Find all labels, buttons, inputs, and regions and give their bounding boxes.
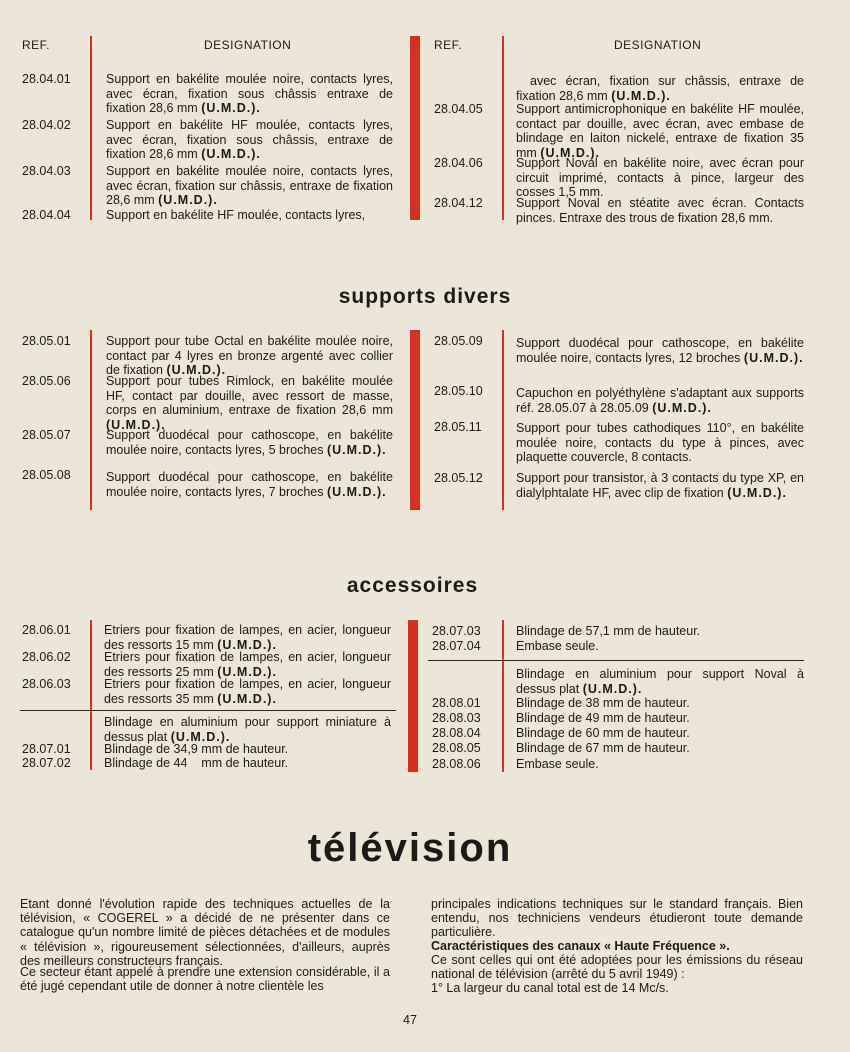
red-divider-right xyxy=(502,330,504,510)
item-description: Support pour transistor, à 3 contacts du type XP, en dialylphtalate HF, avec clip de fixation (U.M.D.). xyxy=(516,471,804,500)
item-description: Support duodécal pour cathoscope, en bakélite moulée noire, contacts lyres, 7 broches (U.M.D.). xyxy=(106,470,393,499)
item-ref: 28.06.02 xyxy=(22,650,71,664)
ref-header-left: REF. xyxy=(22,38,51,52)
item-ref: 28.05.08 xyxy=(22,468,71,482)
item-description: Blindage de 38 mm de hauteur. xyxy=(516,696,690,710)
intro-paragraph: Etant donné l'évolution rapide des techniques actuelles de la télévision, « COGEREL » a décidé de ne présenter dans ce catalogue qu'un nombre limité de pièces détachées et de modules « télévision », rigoureusement sélectionnées, d'ailleurs, auprès des meilleurs constructeurs français. xyxy=(20,897,390,968)
red-divider-center xyxy=(410,36,420,220)
item-ref: 28.08.05 xyxy=(432,741,481,755)
item-ref: 28.05.07 xyxy=(22,428,71,442)
item-description: Support pour tubes cathodiques 110°, en bakélite moulée noire, contacts du type à pinces, avec plaquette couvercle, 8 contacts. xyxy=(516,421,804,465)
item-ref: 28.04.12 xyxy=(434,196,483,210)
group-intro: Blindage en aluminium pour support miniature à dessus plat (U.M.D.). xyxy=(104,715,391,744)
page-number: 47 xyxy=(403,1013,417,1027)
standard-paragraph: principales indications techniques sur le standard français. Bien entendu, nos techniciens vendeurs étudieront toute demande particulière. xyxy=(431,897,803,940)
item-ref: 28.08.06 xyxy=(432,757,481,771)
item-ref: 28.08.01 xyxy=(432,696,481,710)
red-divider-center xyxy=(408,620,418,772)
item-description: Support Noval en stéatite avec écran. Contacts pinces. Entraxe des trous de fixation 28,6 mm. xyxy=(516,196,804,225)
item-ref: 28.07.01 xyxy=(22,742,71,756)
group-intro: Blindage en aluminium pour support Noval à dessus plat (U.M.D.). xyxy=(516,667,804,696)
item-description: Blindage de 49 mm de hauteur. xyxy=(516,711,690,725)
item-ref: 28.04.01 xyxy=(22,72,71,86)
item-ref: 28.04.05 xyxy=(434,102,483,116)
group-separator xyxy=(20,710,396,711)
item-ref: 28.04.06 xyxy=(434,156,483,170)
red-divider-left xyxy=(90,36,92,220)
item-description: Support Noval en bakélite noire, avec écran pour circuit imprimé, contacts à pince, largeur des cosses 1,5 mm. xyxy=(516,156,804,200)
item-description: Support pour tube Octal en bakélite moulée noire, contact par 4 lyres en bronze argenté avec collier de fixation (U.M.D.). xyxy=(106,334,393,378)
group-separator xyxy=(428,660,804,661)
red-divider-right xyxy=(502,620,504,772)
item-ref: 28.04.04 xyxy=(22,208,71,222)
intro-paragraph: Ce secteur étant appelé à prendre une extension considérable, il a été jugé cependant utile de donner à notre clientèle les xyxy=(20,965,390,994)
item-description-continued: avec écran, fixation sur châssis, entraxe de fixation 28,6 mm (U.M.D.). xyxy=(516,74,804,103)
item-ref: 28.06.01 xyxy=(22,623,71,637)
item-description: Etriers pour fixation de lampes, en acier, longueur des ressorts 35 mm (U.M.D.). xyxy=(104,677,391,706)
item-ref: 28.05.09 xyxy=(434,334,483,348)
item-ref: 28.05.12 xyxy=(434,471,483,485)
item-ref: 28.04.03 xyxy=(22,164,71,178)
red-divider-left xyxy=(90,620,92,770)
item-ref: 28.07.03 xyxy=(432,624,481,638)
channels-heading: Caractéristiques des canaux « Haute Fréquence ». xyxy=(431,939,730,953)
item-description: Etriers pour fixation de lampes, en acier, longueur des ressorts 15 mm (U.M.D.). xyxy=(104,623,391,652)
section-title: supports divers xyxy=(338,285,512,308)
item-description: Support duodécal pour cathoscope, en bakélite moulée noire, contacts lyres, 5 broches (U.M.D.). xyxy=(106,428,393,457)
item-ref: 28.08.03 xyxy=(432,711,481,725)
item-description: Support en bakélite moulée noire, contacts lyres, avec écran, fixation sous châssis entraxe de fixation 28,6 mm (U.M.D.). xyxy=(106,72,393,116)
item-description: Embase seule. xyxy=(516,757,599,771)
channels-paragraph: Ce sont celles qui ont été adoptées pour les émissions du réseau national de télévision (arrêté du 5 avril 1949) : xyxy=(431,953,803,982)
item-description: Support en bakélite moulée noire, contacts lyres, avec écran, fixation sur châssis, entraxe de fixation 28,6 mm (U.M.D.). xyxy=(106,164,393,208)
red-divider-right xyxy=(502,36,504,220)
item-description: Blindage de 67 mm de hauteur. xyxy=(516,741,690,755)
ref-header-right: REF. xyxy=(434,38,463,52)
item-description: Blindage de 57,1 mm de hauteur. xyxy=(516,624,701,638)
designation-header-right: DESIGNATION xyxy=(614,38,702,52)
item-description: Blindage de 60 mm de hauteur. xyxy=(516,726,690,740)
item-description: Embase seule. xyxy=(516,639,599,653)
item-description: Blindage de 34,9 mm de hauteur. xyxy=(104,742,289,756)
channel-width-item: 1° La largeur du canal total est de 14 Mc/s. xyxy=(431,981,669,995)
item-ref: 28.07.02 xyxy=(22,756,71,770)
section-title: accessoires xyxy=(346,574,479,597)
item-ref: 28.05.10 xyxy=(434,384,483,398)
item-ref: 28.05.06 xyxy=(22,374,71,388)
item-description: Capuchon en polyéthylène s'adaptant aux supports réf. 28.05.07 à 28.05.09 (U.M.D.). xyxy=(516,386,804,415)
designation-header-left: DESIGNATION xyxy=(204,38,292,52)
item-description: Support duodécal pour cathoscope, en bakélite moulée noire, contacts lyres, 12 broches (U.M.D.). xyxy=(516,336,804,365)
item-description: Support pour tubes Rimlock, en bakélite moulée HF, contact par douille, avec ressort de masse, corps en aluminium, entraxe de fixation 28,6 mm (U.M.D.). xyxy=(106,374,393,432)
item-ref: 28.05.11 xyxy=(434,420,482,434)
item-ref: 28.06.03 xyxy=(22,677,71,691)
item-description: Etriers pour fixation de lampes, en acier, longueur des ressorts 25 mm (U.M.D.). xyxy=(104,650,391,679)
item-ref: 28.07.04 xyxy=(432,639,481,653)
item-ref: 28.08.04 xyxy=(432,726,481,740)
item-description: Support antimicrophonique en bakélite HF moulée, contact par douille, avec écran, avec embase de blindage en laiton nickelé, entraxe de fixation 35 mm (U.M.D.). xyxy=(516,102,804,160)
item-ref: 28.05.01 xyxy=(22,334,71,348)
item-ref: 28.04.02 xyxy=(22,118,71,132)
item-description: Blindage de 44 mm de hauteur. xyxy=(104,756,289,770)
section-title: télévision xyxy=(307,826,513,870)
item-description: Support en bakélite HF moulée, contacts lyres, avec écran, fixation sous châssis, entraxe de fixation 28,6 mm (U.M.D.). xyxy=(106,118,393,162)
item-description: Support en bakélite HF moulée, contacts lyres, xyxy=(106,208,366,222)
red-divider-center xyxy=(410,330,420,510)
red-divider-left xyxy=(90,330,92,510)
